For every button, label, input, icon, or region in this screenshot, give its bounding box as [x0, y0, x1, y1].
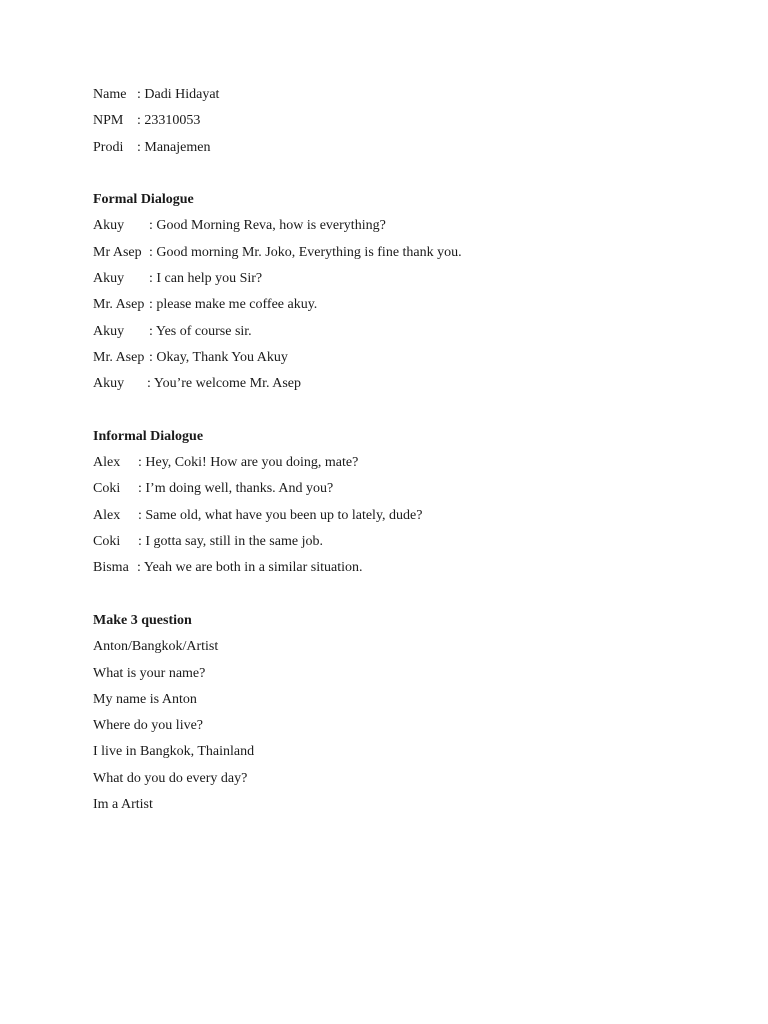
dialogue-text: : Good Morning Reva, how is everything? [149, 218, 386, 234]
dialogue-speaker: Akuy [93, 376, 125, 392]
section-gap [93, 585, 713, 611]
question-line: Anton/Bangkok/Artist [93, 639, 219, 655]
dialogue-speaker: Mr. Asep [93, 349, 145, 365]
section-gap [93, 164, 713, 190]
dialogue-line [93, 453, 713, 479]
dialogue-speaker: Mr Asep [93, 244, 142, 260]
dialogue-line [93, 269, 713, 295]
question-line: What is your name? [93, 665, 206, 681]
identity-label: Name [93, 87, 127, 102]
formal-dialogue-heading: Formal Dialogue [93, 192, 194, 208]
dialogue-speaker: Akuy [93, 218, 125, 234]
dialogue-line [93, 506, 713, 532]
dialogue-speaker: Akuy [93, 271, 125, 287]
document-page [93, 85, 713, 821]
identity-name-row [93, 85, 713, 111]
dialogue-text: : I can help you Sir? [149, 271, 263, 287]
questions-heading: Make 3 question [93, 612, 192, 628]
answer-line: I live in Bangkok, Thainland [93, 744, 255, 760]
dialogue-line [93, 532, 713, 558]
answer-line: My name is Anton [93, 691, 197, 707]
informal-dialogue-heading: Informal Dialogue [93, 428, 204, 444]
dialogue-line [93, 348, 713, 374]
answer-line: Im a Artist [93, 797, 153, 813]
dialogue-text: : Okay, Thank You Akuy [149, 349, 288, 365]
identity-label: NPM [93, 113, 124, 129]
dialogue-speaker: Coki [93, 534, 121, 550]
dialogue-line [93, 295, 713, 321]
dialogue-speaker: Bisma [93, 560, 129, 576]
dialogue-line [93, 243, 713, 269]
dialogue-text: : Yes of course sir. [149, 323, 252, 339]
identity-prodi-row [93, 138, 713, 164]
dialogue-text: : I gotta say, still in the same job. [138, 534, 323, 550]
dialogue-text: : Same old, what have you been up to lately, dude? [138, 507, 423, 523]
dialogue-text: : Yeah we are both in a similar situation. [137, 560, 363, 576]
identity-value: : Dadi Hidayat [137, 87, 220, 102]
dialogue-speaker: Alex [93, 507, 121, 523]
dialogue-line [93, 558, 713, 584]
dialogue-speaker: Coki [93, 481, 121, 497]
dialogue-text: : Hey, Coki! How are you doing, mate? [138, 455, 359, 471]
dialogue-text: : You’re welcome Mr. Asep [147, 376, 301, 392]
dialogue-line [93, 322, 713, 348]
dialogue-text: : Good morning Mr. Joko, Everything is fine thank you. [149, 244, 462, 260]
dialogue-text: : please make me coffee akuy. [149, 297, 318, 313]
dialogue-speaker: Mr. Asep [93, 297, 145, 313]
question-line: Where do you live? [93, 718, 204, 734]
identity-npm-row [93, 111, 713, 137]
dialogue-line [93, 374, 713, 400]
identity-value: : Manajemen [137, 139, 211, 155]
dialogue-line [93, 479, 713, 505]
question-line: What do you do every day? [93, 770, 248, 786]
dialogue-speaker: Alex [93, 455, 121, 471]
identity-label: Prodi [93, 139, 124, 155]
dialogue-line [93, 216, 713, 242]
dialogue-speaker: Akuy [93, 323, 125, 339]
section-gap [93, 401, 713, 427]
dialogue-text: : I’m doing well, thanks. And you? [138, 481, 334, 497]
identity-value: : 23310053 [137, 113, 201, 129]
